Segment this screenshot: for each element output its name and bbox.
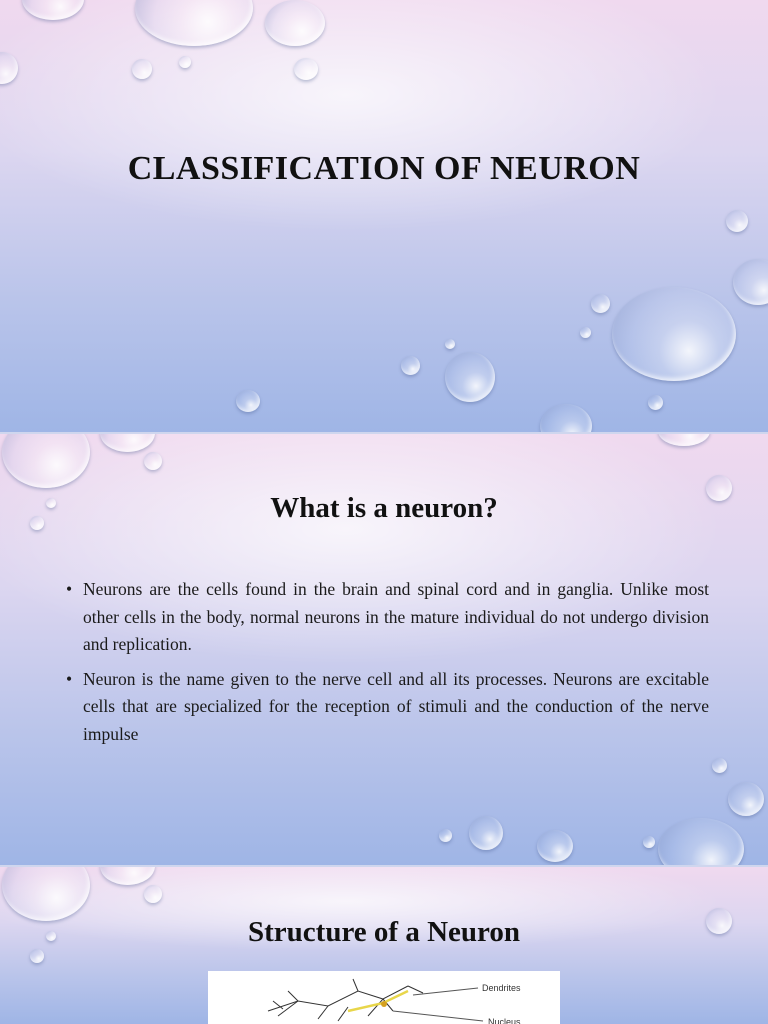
water-drop [439, 829, 452, 842]
bullet-item [66, 666, 709, 749]
water-drop [445, 352, 495, 402]
water-drop [265, 0, 325, 46]
water-drop [726, 210, 748, 232]
water-drop [648, 395, 663, 410]
water-drop [537, 830, 573, 862]
water-drop [135, 0, 253, 46]
bullet-item [66, 576, 709, 659]
bullet-icon: • [66, 668, 73, 689]
water-drop [2, 867, 90, 921]
bullet-text: Neurons are the cells found in the brain and spinal cord and in ganglia. Unlike most other cells in the body, normal neurons in the mature individual do not undergo division and replication. [83, 579, 709, 654]
water-drop [612, 287, 736, 381]
water-drop [401, 356, 420, 375]
water-drop [658, 818, 744, 865]
bullet-text: Neuron is the name given to the nerve cell and all its processes. Neurons are excitable cells that are specialized for the reception of stimuli and the conduction of the nerve impulse [83, 668, 709, 744]
slide-heading: What is a neuron? [270, 492, 498, 524]
water-drop [236, 390, 260, 412]
water-drop [658, 434, 710, 446]
water-drop [540, 404, 592, 432]
water-drop [100, 434, 155, 452]
label-dendrites: Dendrites [482, 983, 521, 993]
water-drop [144, 452, 162, 470]
neuron-diagram [208, 971, 560, 1024]
bullet-list [66, 576, 709, 755]
water-drop [2, 434, 90, 488]
water-drop [712, 758, 727, 773]
water-drop [733, 259, 768, 305]
neuron-diagram-drawing [208, 971, 560, 1024]
water-drop [30, 949, 44, 963]
water-drop [469, 816, 503, 850]
slide-what-is-neuron [0, 434, 768, 865]
water-drop [132, 59, 152, 79]
bullet-icon: • [66, 579, 73, 599]
water-drop [294, 58, 318, 80]
slide-structure [0, 867, 768, 1024]
water-drop [580, 327, 591, 338]
water-drop [591, 294, 610, 313]
water-drop [445, 339, 455, 349]
slide-heading: Structure of a Neuron [248, 916, 520, 948]
water-drop [100, 867, 155, 885]
water-drop [179, 56, 191, 68]
water-drop [144, 885, 162, 903]
water-drop [22, 0, 84, 20]
water-drop [0, 52, 18, 84]
label-nucleus: Nucleus [488, 1017, 521, 1024]
water-drop [728, 782, 764, 816]
slide-title-text: CLASSIFICATION OF NEURON [127, 150, 641, 187]
water-drop [643, 836, 655, 848]
slide-title [0, 0, 768, 432]
